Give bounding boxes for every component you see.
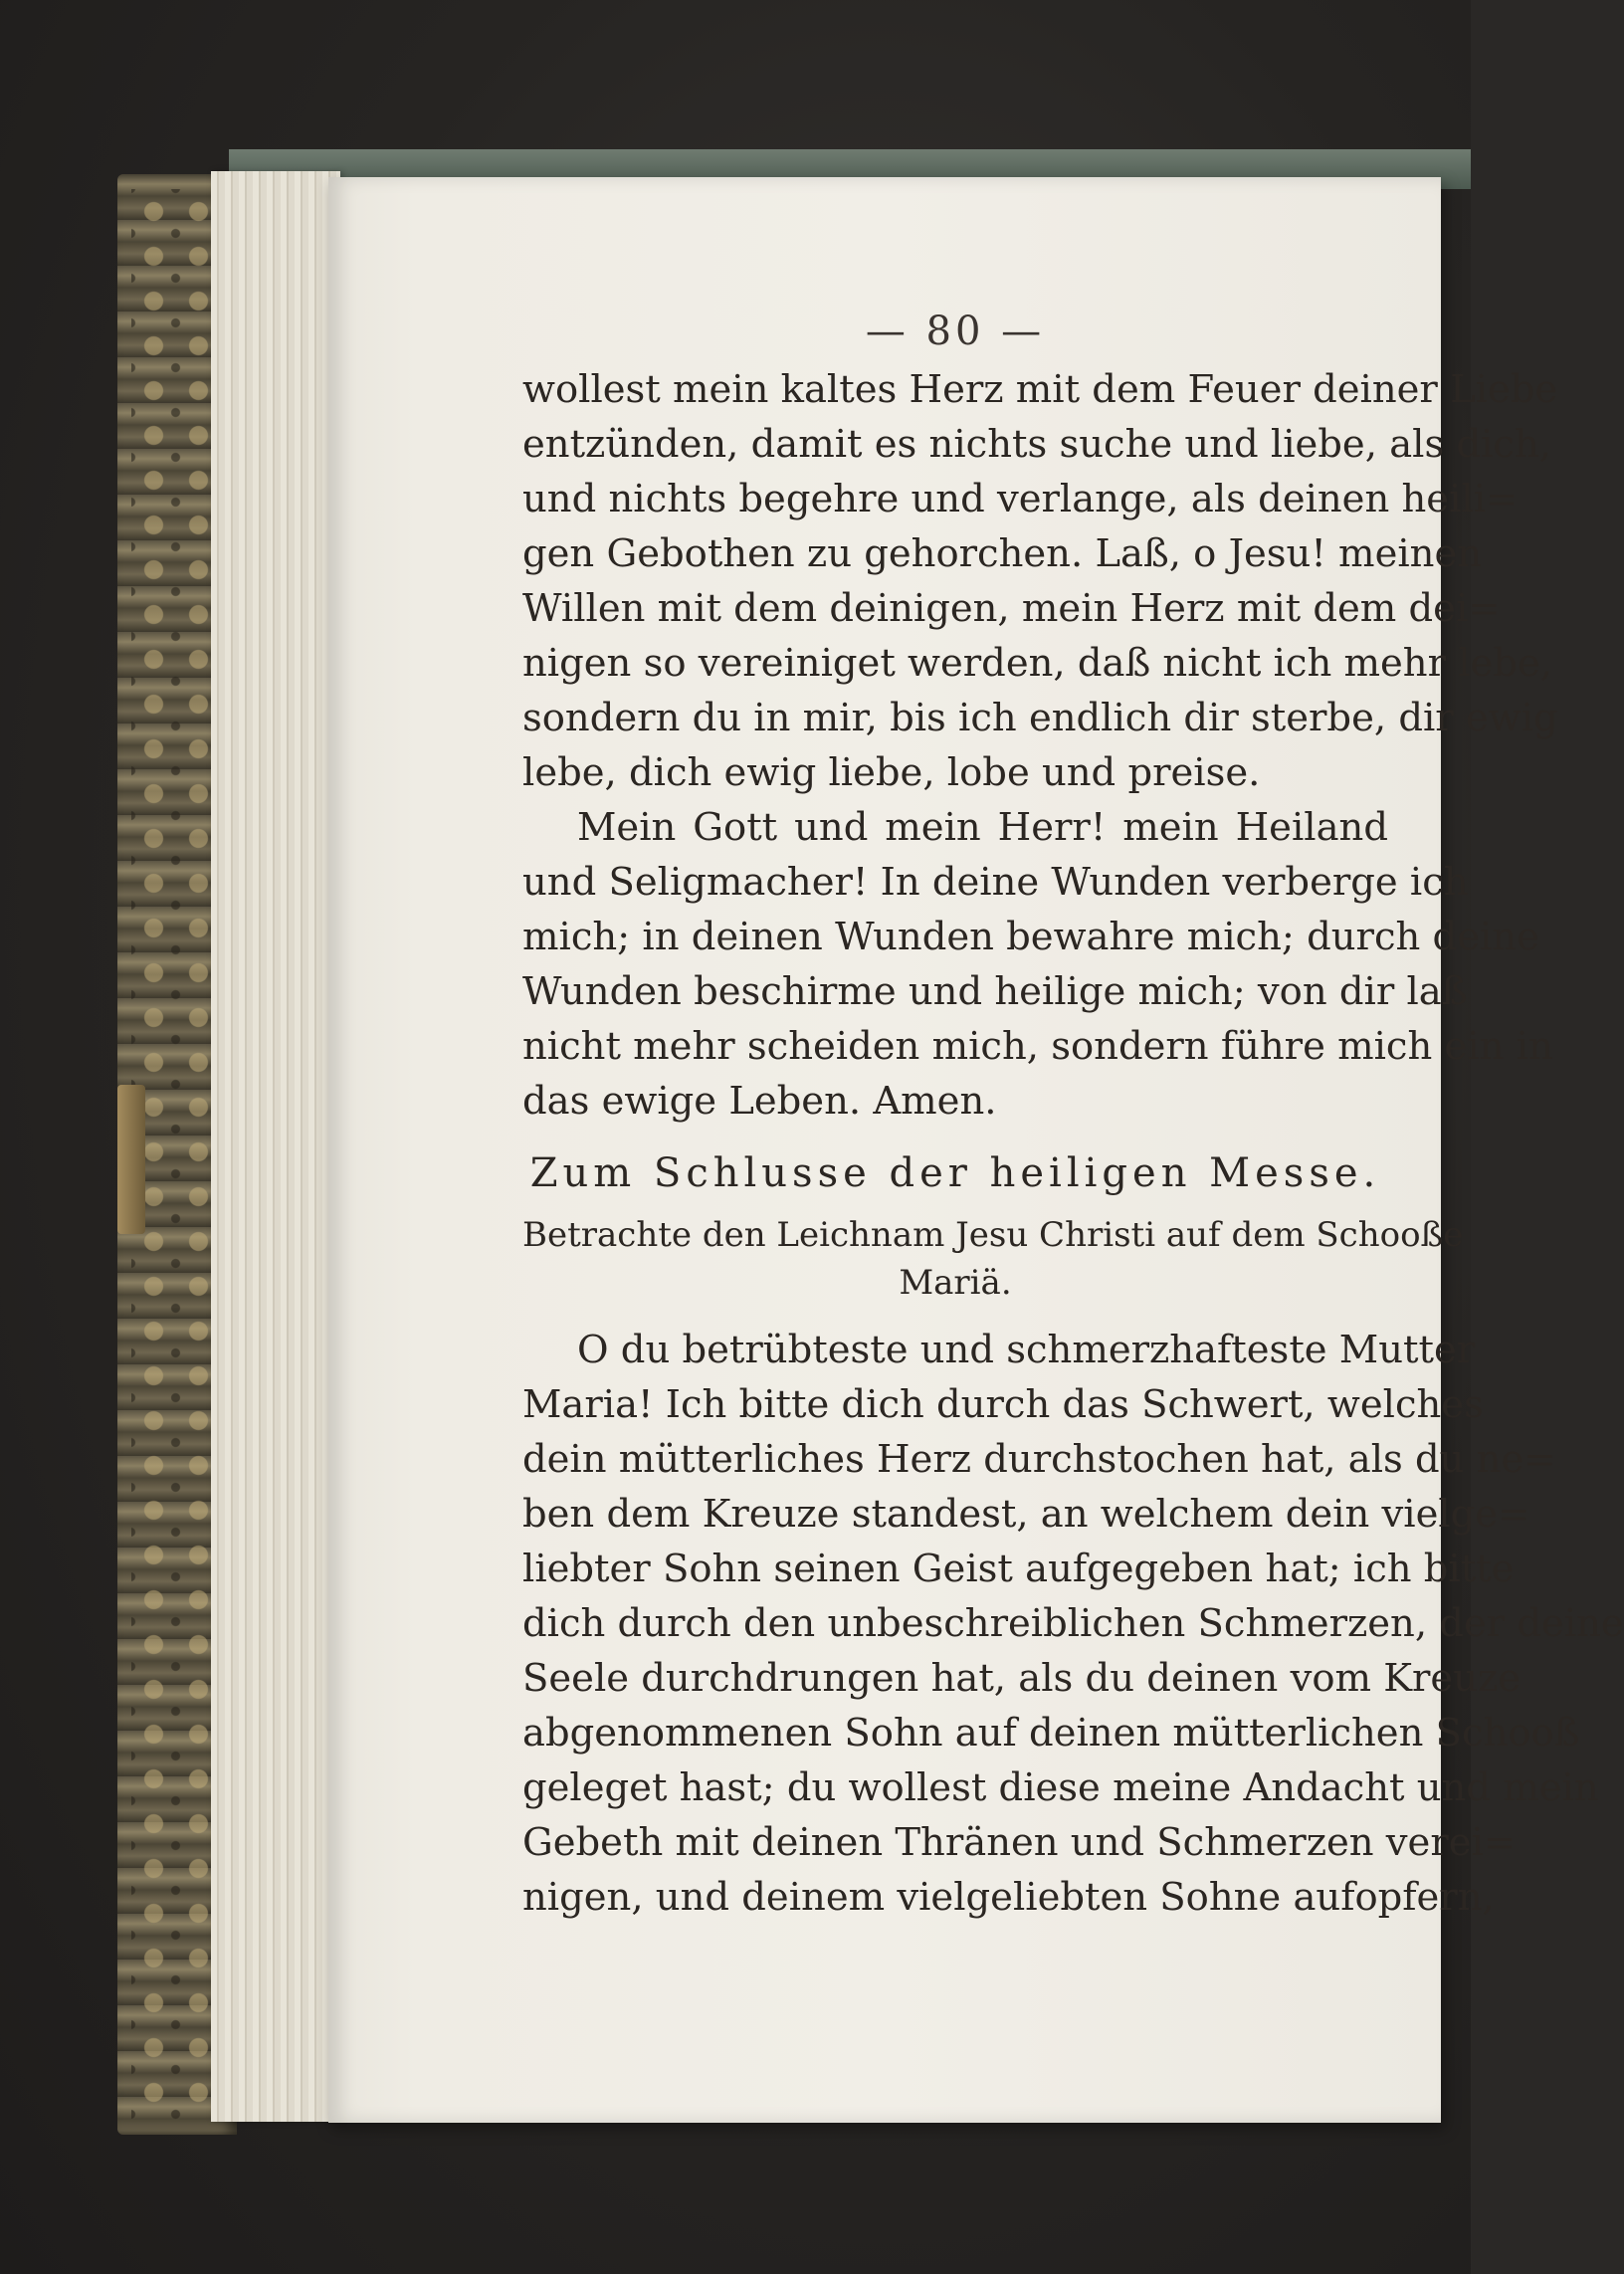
text-line: O du betrübteste und schmerzhafteste Mutter <box>577 1328 1476 1372</box>
text-line: entzünden, damit es nichts suche und liebe, als dich, <box>522 422 1552 467</box>
text-line: mich; in deinen Wunden bewahre mich; durch deine <box>522 915 1539 959</box>
text-line: und nichts begehre und verlange, als deinen heili= <box>522 477 1519 521</box>
subheading-line: Mariä. <box>899 1263 1012 1303</box>
text-line: Wunden beschirme und heilige mich; von dir laß <box>522 969 1468 1014</box>
text-line: Seele durchdrungen hat, als du deinen vom Kreuze <box>522 1656 1522 1701</box>
paragraph-3 <box>522 1323 1624 1925</box>
text-line: gen Gebothen zu gehorchen. Laß, o Jesu! meinen <box>522 531 1483 576</box>
text-line: Gebeth mit deinen Thränen und Schmerzen verei= <box>522 1820 1517 1865</box>
subheading-line: Betrachte den Leichnam Jesu Christi auf dem Schooße <box>522 1215 1464 1255</box>
section-subheading <box>522 1211 1464 1307</box>
text-line: abgenommenen Sohn auf deinen mütterlichen Schooß <box>522 1711 1580 1756</box>
page-number: — 80 — <box>865 309 1046 354</box>
text-line: sondern du in mir, bis ich endlich dir sterbe, dir ewig <box>522 696 1558 740</box>
paragraph-1 <box>522 362 1558 800</box>
text-line: dich durch den unbeschreiblichen Schmerzen, der deine <box>522 1601 1624 1646</box>
text-line: das ewige Leben. Amen. <box>522 1079 997 1124</box>
section-heading: Zum Schlusse der heiligen Messe. <box>529 1150 1381 1196</box>
text-line: Willen mit dem deinigen, mein Herz mit dem dei= <box>522 586 1501 631</box>
page-stack-edge <box>211 171 340 2122</box>
text-line: ben dem Kreuze standest, an welchem dein vielge= <box>522 1492 1530 1537</box>
text-line: nigen, und deinem vielgeliebten Sohne aufopfern, <box>522 1875 1495 1920</box>
text-line: und Seligmacher! In deine Wunden verberge ich <box>522 860 1469 905</box>
text-line: geleget hast; du wollest diese meine Andacht und mein <box>522 1765 1599 1810</box>
text-line: Maria! Ich bitte dich durch das Schwert, welches <box>522 1382 1484 1427</box>
text-line: lebe, dich ewig liebe, lobe und preise. <box>522 750 1261 795</box>
text-line: liebter Sohn seinen Geist aufgegeben hat; ich bitte <box>522 1547 1515 1591</box>
text-line: nicht mehr scheiden mich, sondern führe mich ein in <box>522 1024 1553 1069</box>
text-line: nigen so vereiniget werden, daß nicht ich mehr lebe, <box>522 641 1553 686</box>
text-line: Mein Gott und mein Herr! mein Heiland <box>577 805 1388 850</box>
text-line: dein mütterliches Herz durchstochen hat, als du ne= <box>522 1437 1556 1482</box>
text-line: wollest mein kaltes Herz mit dem Feuer deiner Liebe <box>522 367 1558 412</box>
book-clasp <box>117 1085 145 1234</box>
paragraph-2 <box>522 800 1553 1129</box>
page-content <box>522 309 1624 1925</box>
